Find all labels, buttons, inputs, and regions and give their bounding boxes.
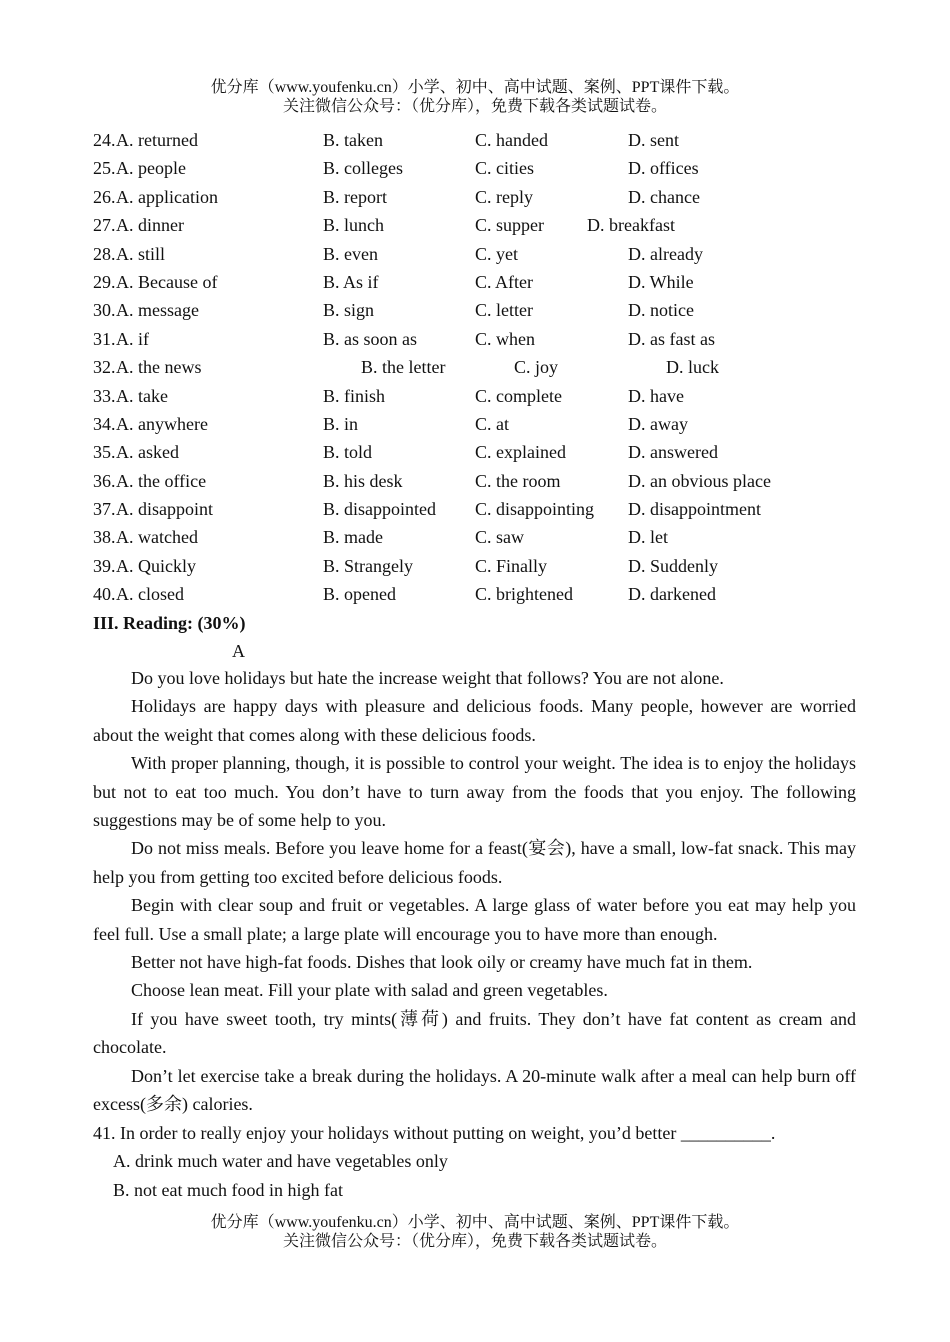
option-b: B. Strangely: [323, 555, 413, 576]
option-c: C. explained: [475, 442, 566, 463]
passage-paragraph: If you have sweet tooth, try mints(薄荷) and fruits. They don’t have fat content as cream and chocolate.: [93, 1008, 856, 1058]
item-number: 37.: [93, 499, 116, 520]
item-number: 28.: [93, 243, 116, 264]
passage-paragraph: Begin with clear soup and fruit or vegetables. A large glass of water before you eat may help you feel full. Use a small plate; a large plate will encourage you to have more than enough.: [93, 895, 856, 944]
passage-paragraph: Do you love holidays but hate the increase weight that follows? You are not alone.: [131, 668, 724, 688]
option-row: [0, 325, 950, 353]
option-d: D. an obvious place: [628, 470, 771, 491]
option-b: B. opened: [323, 584, 396, 605]
option-a: A. Because of: [116, 271, 218, 292]
option-c: C. complete: [475, 385, 562, 406]
option-b: B. colleges: [323, 158, 403, 179]
option-d: D. luck: [666, 357, 719, 378]
option-b: B. taken: [323, 130, 383, 150]
option-c: C. yet: [475, 243, 518, 264]
question-choice-a: A. drink much water and have vegetables only: [113, 1151, 448, 1172]
option-c: C. letter: [475, 300, 533, 321]
reading-passage: [93, 664, 856, 1119]
option-a: A. asked: [116, 442, 179, 463]
item-number: 39.: [93, 555, 116, 576]
option-a: A. take: [116, 385, 168, 406]
option-c: C. at: [475, 413, 509, 434]
option-b: B. as soon as: [323, 328, 417, 349]
footer-line-2: 关注微信公众号：（优分库），免费下载各类试题试卷。: [282, 1233, 667, 1250]
section-title: III. Reading: (30%): [93, 613, 246, 633]
passage-paragraph: Don’t let exercise take a break during the holidays. A 20-minute walk after a meal can help burn off excess(多余) calories.: [93, 1065, 856, 1115]
item-number: 33.: [93, 385, 116, 406]
option-b: B. told: [323, 442, 373, 463]
option-row: [0, 467, 950, 495]
page-footer: [0, 1213, 950, 1251]
option-row: [0, 183, 950, 211]
passage-paragraph: Better not have high-fat foods. Dishes that look oily or creamy have much fat in them.: [131, 952, 753, 973]
item-number: 32.: [93, 357, 116, 378]
item-number: 29.: [93, 271, 116, 292]
option-c: C. brightened: [475, 584, 573, 605]
option-b: B. even: [323, 243, 378, 264]
option-b: B. sign: [323, 300, 375, 321]
option-b: B. made: [323, 527, 383, 548]
item-number: 24.: [93, 130, 116, 150]
option-a: A. the news: [116, 357, 202, 378]
option-b: B. lunch: [323, 215, 384, 236]
option-a: A. still: [116, 243, 166, 264]
option-c: C. the room: [475, 470, 561, 491]
option-row: [0, 580, 950, 608]
header-line-1: 优分库（www.youfenku.cn）小学、初中、高中试题、案例、PPT课件下载。: [210, 79, 740, 96]
option-b: B. the letter: [361, 357, 446, 378]
header-line-2: 关注微信公众号：（优分库），免费下载各类试题试卷。: [282, 98, 667, 115]
option-c: C. joy: [514, 357, 559, 378]
option-row: [0, 552, 950, 580]
option-row: [0, 523, 950, 551]
passage-paragraph: Do not miss meals. Before you leave home for a feast(宴会), have a small, low-fat snack. This may help you from getting too excited before delicious foods.: [93, 838, 856, 887]
passage-paragraph: Holidays are happy days with pleasure and delicious foods. Many people, however are worried about the weight that comes along with these delicious foods.: [93, 696, 856, 745]
option-d: D. let: [628, 527, 668, 548]
question-41: [93, 1119, 856, 1204]
item-number: 34.: [93, 413, 116, 434]
option-row: [0, 353, 950, 381]
cloze-options: [0, 126, 950, 609]
passage-letter: A: [232, 641, 245, 661]
item-number: 26.: [93, 186, 116, 207]
option-d: D. notice: [628, 300, 694, 321]
page-header: [0, 78, 950, 116]
item-number: 25.: [93, 158, 116, 179]
option-b: B. disappointed: [323, 499, 436, 520]
option-row: [0, 154, 950, 182]
option-c: C. when: [475, 328, 535, 349]
option-d: D. chance: [628, 186, 700, 207]
option-row: [0, 126, 950, 154]
option-d: D. disappointment: [628, 499, 761, 520]
item-number: 38.: [93, 527, 116, 548]
passage-paragraph: With proper planning, though, it is possible to control your weight. The idea is to enjoy the holidays but not to eat too much. You don’t have to turn away from the foods that you enjoy. The following suggestions may be of some help to you.: [93, 753, 856, 831]
option-a: A. closed: [116, 584, 184, 605]
option-c: C. cities: [475, 158, 534, 179]
option-d: D. answered: [628, 442, 718, 463]
option-a: A. disappoint: [116, 499, 213, 520]
option-row: [0, 495, 950, 523]
option-c: C. reply: [475, 186, 533, 207]
option-c: C. After: [475, 271, 533, 292]
item-number: 40.: [93, 584, 116, 605]
option-row: [0, 382, 950, 410]
option-d: D. already: [628, 243, 703, 264]
option-c: C. Finally: [475, 555, 548, 576]
option-c: C. handed: [475, 130, 548, 150]
option-d: D. breakfast: [587, 215, 675, 236]
option-a: A. people: [116, 158, 186, 179]
option-a: A. Quickly: [116, 555, 196, 576]
item-number: 36.: [93, 470, 116, 491]
option-a: A. returned: [116, 130, 198, 150]
item-number: 31.: [93, 328, 116, 349]
passage-paragraph: Choose lean meat. Fill your plate with salad and green vegetables.: [131, 980, 608, 1001]
option-a: A. if: [116, 328, 149, 349]
question-stem: 41. In order to really enjoy your holidays without putting on weight, you’d better __________.: [93, 1123, 776, 1143]
option-d: D. away: [628, 413, 688, 434]
option-a: A. dinner: [116, 215, 184, 236]
option-row: [0, 240, 950, 268]
option-row: [0, 410, 950, 438]
question-choice-b: B. not eat much food in high fat: [113, 1179, 343, 1200]
option-d: D. While: [628, 271, 694, 292]
option-row: [0, 296, 950, 324]
footer-line-1: 优分库（www.youfenku.cn）小学、初中、高中试题、案例、PPT课件下载。: [210, 1214, 740, 1231]
option-d: D. Suddenly: [628, 555, 718, 576]
option-d: D. sent: [628, 130, 679, 150]
option-c: C. supper: [475, 215, 544, 236]
option-b: B. in: [323, 413, 359, 434]
option-c: C. saw: [475, 527, 524, 548]
item-number: 27.: [93, 215, 116, 236]
option-d: D. have: [628, 385, 684, 406]
option-c: C. disappointing: [475, 499, 595, 520]
option-a: A. the office: [116, 470, 207, 491]
option-a: A. watched: [116, 527, 198, 548]
option-d: D. darkened: [628, 584, 716, 605]
option-d: D. as fast as: [628, 328, 715, 349]
option-a: A. anywhere: [116, 413, 208, 434]
option-row: [0, 211, 950, 239]
option-d: D. offices: [628, 158, 699, 179]
option-b: B. As if: [323, 271, 379, 292]
item-number: 30.: [93, 300, 116, 321]
option-b: B. finish: [323, 385, 386, 406]
option-row: [0, 268, 950, 296]
option-a: A. application: [116, 186, 218, 207]
option-b: B. his desk: [323, 470, 403, 491]
option-row: [0, 438, 950, 466]
item-number: 35.: [93, 442, 116, 463]
option-b: B. report: [323, 186, 387, 207]
option-a: A. message: [116, 300, 199, 321]
